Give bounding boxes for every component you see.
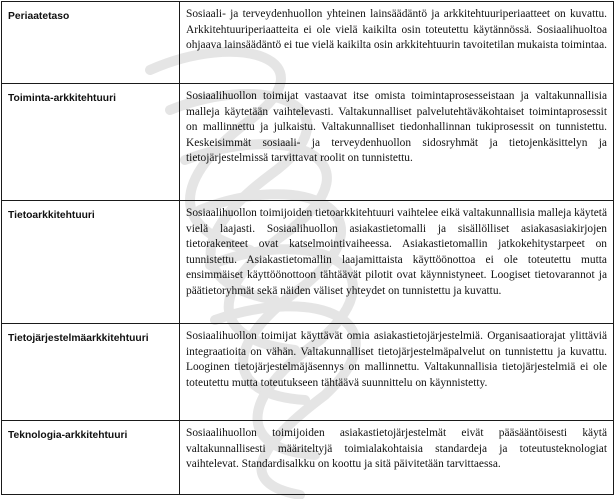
table-row [2, 324, 614, 421]
row-label-tietoarkkitehtuuri: Tietoarkkitehtuuri [2, 201, 180, 324]
row-label-toiminta-arkkitehtuuri: Toiminta-arkkitehtuuri [2, 84, 180, 201]
table-row [2, 2, 614, 84]
row-text-toiminta-arkkitehtuuri: Sosiaalihuollon toimijat vastaavat itse omista toimintaprosesseistaan ja valtakunnallisia malleja käytetään vaihtelevasti. Valtakunnalliset palvelutehtäväkohtaiset toimintaprosessit on mallinnettu ja julkaistu. Valtakunnalliset tiedonhallinnan tukiprosessit on tunnistettu. Keskeisimmät sosiaali- ja terveydenhuollon sidosryhmät ja tietojenkäsittelyn ja tietojärjestelmissä tarvittavat roolit on tunnistettu. [180, 84, 614, 201]
architecture-levels-table [1, 1, 614, 495]
row-text-tietoarkkitehtuuri: Sosiaalihuollon toimijoiden tietoarkkitehtuuri vaihtelee eikä valtakunnallisia malleja käytetä vielä laajasti. Sosiaalihuollon asiakastietomalli ja sisällölliset asiakasasiakirjojen tietorakenteet ovat katselmointivaiheessa. Asiakastietomallin jatkokehitystarpeet on tunnistettu. Asiakastietomallin laajamittaista käyttöönottoa ei ole toteutettu mutta ensimmäiset käyttöönottoon tähtäävät pilotit ovat käynnistyneet. Loogiset tietovarannot ja päätietoryhmät sekä näiden väliset yhteydet on tunnistettu ja kuvattu. [180, 201, 614, 324]
table-row [2, 421, 614, 495]
row-text-tietojarjestelmaarkkitehtuuri: Sosiaalihuollon toimijat käyttävät omia asiakastietojärjestelmiä. Organisaatiorajat ylittäviä integraatioita on vähän. Valtakunnalliset tietojärjestelmäpalvelut on tunnistettu ja kuvattu. Looginen tietojärjestelmäjäsennys on mallinnettu. Valtakunnallisia tietojärjestelmiä ei ole toteutettu mutta toteutukseen tähtäävä suunnittelu on käynnistetty. [180, 324, 614, 421]
row-label-tietojarjestelmaarkkitehtuuri: Tietojärjestelmäarkkitehtuuri [2, 324, 180, 421]
table-row [2, 201, 614, 324]
row-label-teknologia-arkkitehtuuri: Teknologia-arkkitehtuuri [2, 421, 180, 495]
row-text-teknologia-arkkitehtuuri: Sosiaalihuollon toimijoiden asiakastietojärjestelmät eivät pääsääntöisesti käytä valtakunnallisesti määriteltyjä toimialakohtaisia standardeja ja toteutusteknologiat vaihtelevat. Standardisalkku on koottu ja sitä päivitetään tarvittaessa. [180, 421, 614, 495]
table-row [2, 84, 614, 201]
row-text-periaatetaso: Sosiaali- ja terveydenhuollon yhteinen lainsäädäntö ja arkkitehtuuriperiaatteet on kuvattu. Arkkitehtuuriperiaatteita ei ole vielä kaikilta osin toteutettu käytännössä. Sosiaalihuoltoa ohjaava lainsäädäntö ei tue vielä kaikilta osin arkkitehtuurin tavoitetilan mukaista toimintaa. [180, 2, 614, 84]
row-label-periaatetaso: Periaatetaso [2, 2, 180, 84]
